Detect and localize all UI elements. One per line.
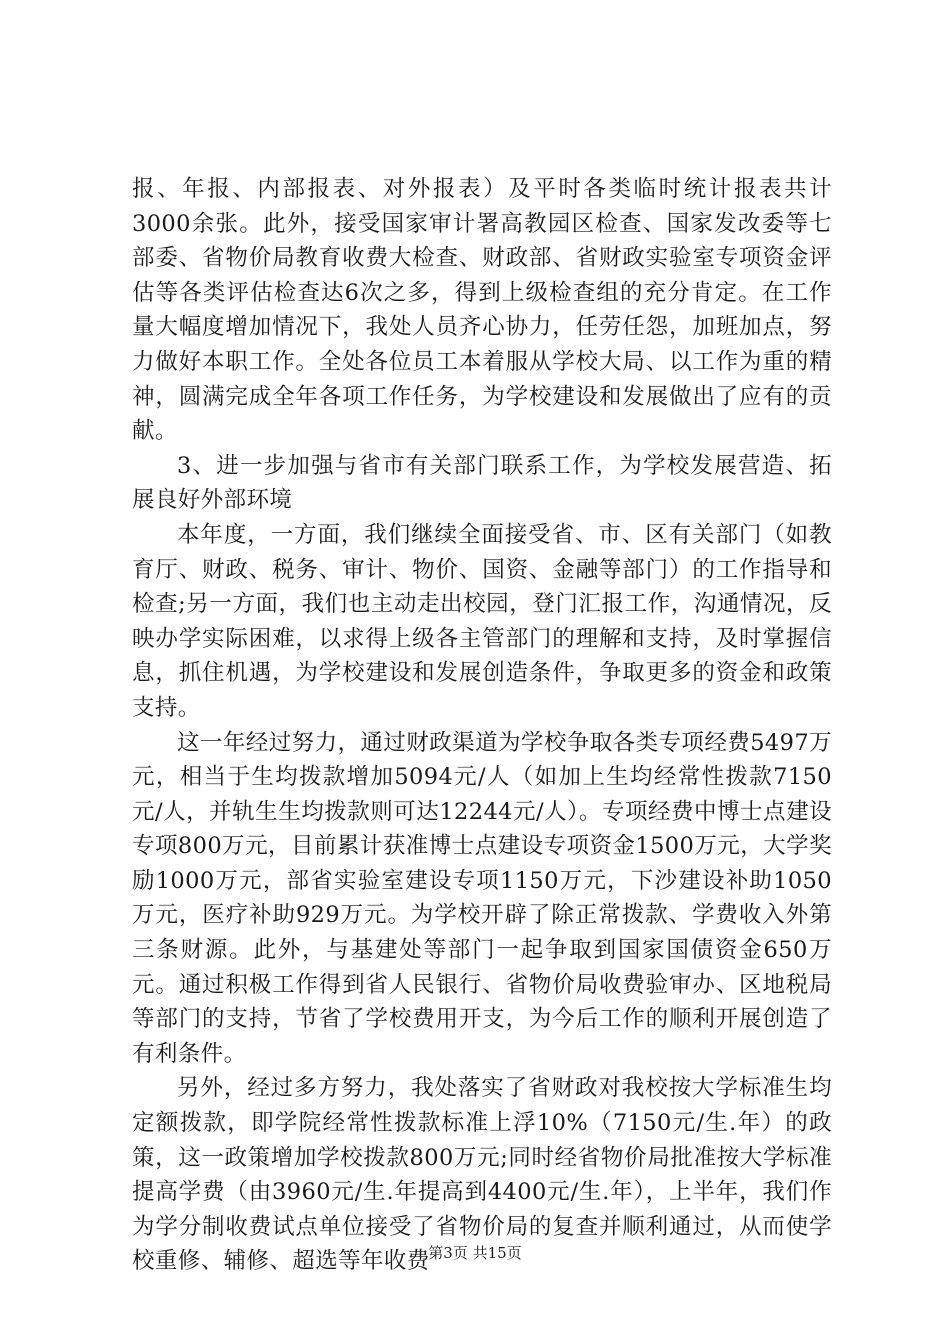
- paragraph-4: 另外，经过多方努力，我处落实了省财政对我校按大学标准生均定额拨款，即学院经常性拨款标准上浮10%（7150元/生.年）的政策，这一政策增加学校拨款800万元;同时经省物价局批准按大学标准提高学费（由3960元/生.年提高到4400元/生.年），上半年，我们作为学分制收费试点单位接受了省物价局的复查并顺利通过，从而使学校重修、辅修、超选等年收费: [132, 1075, 832, 1275]
- paragraph-2: 本年度，一方面，我们继续全面接受省、市、区有关部门（如教育厅、财政、税务、审计、物价、国资、金融等部门）的工作指导和检查;另一方面，我们也主动走出校园，登门汇报工作，沟通情况，反映办学实际困难，以求得上级各主管部门的理解和支持，及时掌握信息，抓住机遇，为学校建设和发展创造条件，争取更多的资金和政策支持。: [132, 521, 832, 721]
- paragraph-1: 报、年报、内部报表、对外报表）及平时各类临时统计报表共计3000余张。此外，接受国家审计署高教园区检查、国家发改委等七部委、省物价局教育收费大检查、财政部、省财政实验室专项资金评估等各类评估检查达6次之多，得到上级检查组的充分肯定。在工作量大幅度增加情况下，我处人员齐心协力，任劳任怨，加班加点，努力做好本职工作。全处各位员工本着服从学校大局、以工作为重的精神，圆满完成全年各项工作任务，为学校建设和发展做出了应有的贡献。: [132, 176, 832, 445]
- paragraph-3: 这一年经过努力，通过财政渠道为学校争取各类专项经费5497万元，相当于生均拨款增加5094元/人（如加上生均经常性拨款7150元/人，并轨生生均拨款则可达12244元/人）。专项经费中博士点建设专项800万元，目前累计获准博士点建设专项资金1500万元，大学奖励1000万元，部省实验室建设专项1150万元，下沙建设补助1050万元，医疗补助929万元。为学校开辟了除正常拨款、学费收入外第三条财源。此外，与基建处等部门一起争取到国家国债资金650万元。通过积极工作得到省人民银行、省物价局收费验审办、区地税局等部门的支持，节省了学校费用开支，为今后工作的顺利开展创造了有利条件。: [132, 729, 832, 1067]
- page-number-footer: 第3页 共15页: [428, 1244, 522, 1262]
- section-heading-3: 3、进一步加强与省市有关部门联系工作，为学校发展营造、拓展良好外部环境: [132, 452, 832, 514]
- document-body: [132, 172, 832, 1279]
